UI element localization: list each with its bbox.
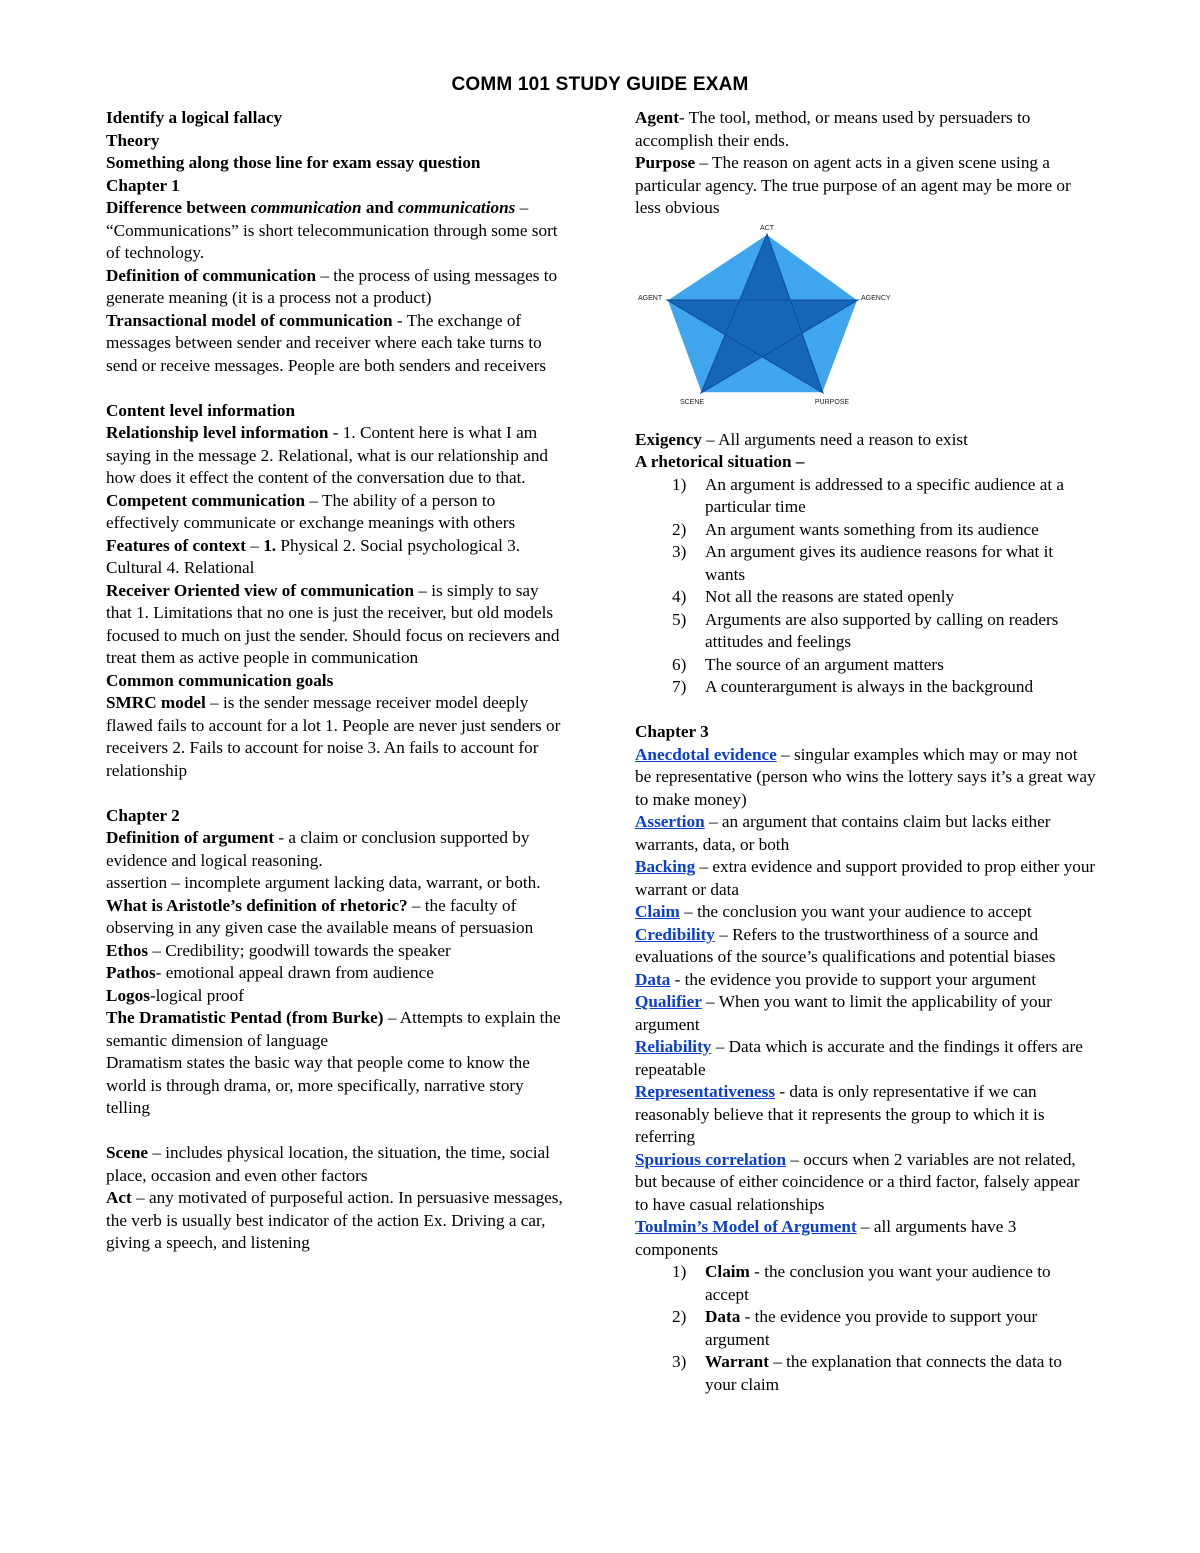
common-goals-heading: Common communication goals — [106, 670, 334, 690]
topic-essay-question: Something along those line for exam essay question — [106, 153, 481, 172]
entry-smrc-model — [106, 692, 568, 782]
entry-scene — [106, 1142, 568, 1187]
term-label: Warrant — [705, 1352, 769, 1371]
entry-purpose — [635, 152, 1097, 220]
entry-receiver-oriented — [106, 580, 568, 670]
term-definition: – — [246, 535, 264, 555]
list-text: Not all the reasons are stated openly — [705, 587, 955, 606]
term-link[interactable]: Qualifier — [635, 992, 702, 1011]
pentad-label-scene: SCENE — [679, 398, 705, 406]
term-definition: – is the sender message receiver model deeply flawed fails to account for a lot 1. People are never just senders or receivers 2. Fails to account for noise 3. An fails to account for relationship — [106, 693, 561, 780]
entry-data — [635, 969, 1097, 992]
term-definition: - emotional appeal drawn from audience — [155, 963, 434, 982]
term-link[interactable]: Toulmin’s Model of Argument — [635, 1217, 857, 1236]
list-number: 5) — [672, 609, 687, 629]
term-definition: – all arguments have 3 components — [635, 1217, 1017, 1259]
entry-backing — [635, 856, 1097, 901]
term-definition: – the process of using messages to generate meaning (it is a process not a product) — [106, 265, 558, 307]
term-definition: - 1. Content here is what I am saying in the message 2. Relational, what is our relationship and how does it effect the content of the conversation due to that. — [106, 423, 549, 487]
term-label: Pathos — [106, 963, 156, 982]
term-link[interactable]: Backing — [635, 857, 696, 876]
term-definition: – includes physical location, the situation, the time, social place, occasion and even other factors — [106, 1143, 550, 1185]
term-definition: – occurs when 2 variables are not related, but because of either coincidence or a third factor, falsely appear to have casual relationships — [635, 1149, 1080, 1214]
entry-agent — [635, 107, 1097, 152]
term-definition: - The exchange of messages between sender and receiver where each take turns to send or receive messages. People are both senders and receivers — [106, 310, 547, 375]
chapter-2-heading: Chapter 2 — [106, 805, 180, 825]
entry-anecdotal-evidence — [635, 744, 1097, 812]
entry-assertion-note: assertion – incomplete argument lacking data, warrant, or both. — [106, 873, 541, 892]
term-definition: – extra evidence and support provided to prop either your warrant or data — [635, 857, 1096, 899]
toulmin-components-list — [635, 1261, 1097, 1396]
term-definition: – When you want to limit the applicability of your argument — [635, 992, 1052, 1034]
list-item — [635, 541, 1097, 586]
term-label: Features of context — [106, 535, 247, 555]
term-definition: – the conclusion you want your audience to accept — [679, 902, 1032, 921]
list-text: - the evidence you provide to support your argument — [705, 1307, 1038, 1349]
term-definition: – an argument that contains claim but lacks either warrants, data, or both — [635, 812, 1051, 854]
entry-logos — [106, 985, 568, 1008]
term-definition: - the evidence you provide to support your argument — [670, 969, 1037, 989]
entry-dramatistic-pentad — [106, 1007, 568, 1052]
term-link[interactable]: Data — [635, 969, 671, 989]
document-title: COMM 101 STUDY GUIDE EXAM — [451, 74, 749, 95]
term-definition: – Refers to the trustworthiness of a source and evaluations of the source’s qualifications and potential biases — [635, 924, 1056, 966]
chapter-1-heading: Chapter 1 — [106, 175, 180, 195]
term-label: Exigency — [635, 429, 702, 449]
list-text: The source of an argument matters — [705, 654, 944, 674]
list-number: 7) — [672, 677, 687, 696]
term-label: Agent — [635, 108, 679, 127]
entry-competent-communication — [106, 490, 568, 535]
term-label: Purpose — [635, 153, 696, 172]
term-definition: – The reason on agent acts in a given scene using a particular agency. The true purpose of an agent may be more or less obvious — [635, 153, 1071, 217]
term-definition: - data is only representative if we can reasonably believe that it represents the group to which it is referring — [635, 1082, 1045, 1146]
list-text: An argument wants something from its audience — [705, 519, 1039, 539]
term-label: Ethos — [106, 940, 149, 960]
list-number: 6) — [672, 654, 687, 674]
chapter-3-heading: Chapter 3 — [635, 722, 709, 741]
list-text: An argument gives its audience reasons for what it wants — [705, 542, 1054, 584]
term-label: Claim — [705, 1262, 750, 1281]
term-label: Act — [106, 1188, 132, 1207]
entry-definition-of-communication — [106, 265, 568, 310]
term-label: Difference between — [106, 198, 251, 217]
pentad-label-agent: AGENT — [638, 294, 663, 302]
term-label: communications — [397, 198, 516, 217]
pentad-label-purpose: PURPOSE — [814, 398, 850, 406]
list-number: 1) — [672, 1262, 687, 1281]
list-number: 1) — [672, 474, 687, 494]
list-text: – the explanation that connects the data to your claim — [705, 1352, 1063, 1394]
term-link[interactable]: Reliability — [635, 1037, 712, 1056]
list-item — [635, 1306, 1097, 1351]
term-label: Data — [705, 1307, 741, 1326]
term-definition: – All arguments need a reason to exist — [701, 429, 968, 449]
term-label: and — [361, 198, 398, 217]
pentad-label-agency: AGENCY — [861, 294, 891, 302]
topic-logical-fallacy: Identify a logical fallacy — [106, 108, 283, 127]
term-label: SMRC model — [106, 693, 206, 712]
term-label: Relationship level information — [106, 423, 329, 442]
list-number: 4) — [672, 587, 687, 606]
term-label: communication — [250, 198, 362, 217]
term-definition: – “Communications” is short telecommunication through some sort of technology. — [106, 198, 558, 262]
list-item — [635, 1261, 1097, 1306]
term-label: Definition of argument — [106, 828, 275, 847]
list-text: - the conclusion you want your audience to accept — [705, 1262, 1051, 1304]
term-definition: – any motivated of purposeful action. In persuasive messages, the verb is usually best indicator of the action Ex. Driving a car, giving a speech, and listening — [106, 1188, 563, 1252]
list-item — [635, 654, 1097, 677]
entry-credibility — [635, 924, 1097, 969]
list-number: 3) — [672, 1352, 687, 1371]
entry-act — [106, 1187, 568, 1255]
term-definition: 1. — [263, 535, 277, 555]
term-link[interactable]: Claim — [635, 902, 680, 921]
list-number: 2) — [672, 1307, 687, 1326]
term-label: Competent communication — [106, 490, 306, 510]
list-text: Arguments are also supported by calling on readers attitudes and feelings — [705, 609, 1059, 651]
entry-reliability — [635, 1036, 1097, 1081]
term-definition: – singular examples which may or may not be representative (person who wins the lottery says it’s a great way to make money) — [635, 744, 1096, 809]
content-level-heading: Content level information — [106, 400, 296, 420]
pentad-label-act: ACT — [760, 224, 774, 232]
entry-transactional-model — [106, 310, 568, 378]
term-definition: Physical 2. Social psychological 3. Cultural 4. Relational — [106, 535, 521, 577]
term-label: Logos — [106, 985, 150, 1005]
term-definition: – Credibility; goodwill towards the speaker — [148, 940, 451, 960]
entry-representativeness — [635, 1081, 1097, 1149]
term-definition: -logical proof — [149, 985, 244, 1005]
rhetorical-situation-list — [635, 474, 1097, 699]
entry-spurious-correlation — [635, 1149, 1097, 1217]
list-text: An argument is addressed to a specific audience at a particular time — [705, 474, 1065, 516]
entry-definition-of-argument — [106, 827, 568, 872]
term-label: Transactional model of communication — [106, 310, 393, 330]
list-item — [635, 586, 1097, 609]
term-label: The Dramatistic Pentad (from Burke) — [106, 1008, 384, 1027]
term-definition: - a claim or conclusion supported by evidence and logical reasoning. — [106, 828, 530, 870]
list-number: 3) — [672, 542, 687, 561]
term-definition: – The ability of a person to effectively communicate or exchange meanings with others — [106, 490, 516, 532]
term-label: Scene — [106, 1143, 149, 1162]
list-item — [635, 676, 1097, 699]
entry-qualifier — [635, 991, 1097, 1036]
term-link[interactable]: Representativeness — [635, 1082, 776, 1101]
term-definition: – Attempts to explain the semantic dimension of language — [106, 1008, 561, 1050]
term-link[interactable]: Credibility — [635, 924, 715, 944]
pentad-diagram — [635, 220, 895, 410]
list-number: 2) — [672, 519, 687, 539]
term-link[interactable]: Anecdotal evidence — [635, 744, 777, 764]
entry-dramatism: Dramatism states the basic way that people come to know the world is through drama, or, more specifically, narrative story telling — [106, 1053, 530, 1117]
rhetorical-situation-heading: A rhetorical situation – — [635, 452, 805, 471]
term-definition: – Data which is accurate and the findings it offers are repeatable — [635, 1037, 1083, 1079]
entry-claim — [635, 901, 1097, 924]
list-item — [635, 609, 1097, 654]
list-text: A counterargument is always in the background — [705, 677, 1034, 696]
entry-toulmin-model — [635, 1216, 1097, 1261]
entry-communication-difference — [106, 197, 568, 265]
list-item — [635, 1351, 1097, 1396]
topic-theory: Theory — [106, 130, 160, 150]
term-definition: – is simply to say that 1. Limitations that no one is just the receiver, but old models focused to much on just the sender. Should focus on recievers and treat them as active people in communication — [106, 580, 560, 667]
term-label: Definition of communication — [106, 265, 317, 285]
entry-pathos — [106, 962, 568, 985]
list-item — [635, 474, 1097, 519]
entry-aristotle-rhetoric — [106, 895, 568, 940]
list-item — [635, 519, 1097, 542]
term-link[interactable]: Spurious correlation — [635, 1149, 787, 1169]
term-definition: – the faculty of observing in any given case the available means of persuasion — [106, 895, 534, 937]
term-link[interactable]: Assertion — [635, 812, 705, 831]
entry-assertion — [635, 811, 1097, 856]
entry-exigency — [635, 429, 1097, 452]
entry-relationship-level — [106, 422, 568, 490]
term-label: Receiver Oriented view of communication — [106, 580, 415, 600]
left-column — [106, 107, 568, 1255]
right-column — [635, 107, 1097, 1396]
term-definition: - The tool, method, or means used by persuaders to accomplish their ends. — [635, 108, 1031, 150]
entry-ethos — [106, 940, 568, 963]
term-label: What is Aristotle’s definition of rhetoric? — [106, 895, 408, 915]
entry-features-of-context — [106, 535, 568, 580]
